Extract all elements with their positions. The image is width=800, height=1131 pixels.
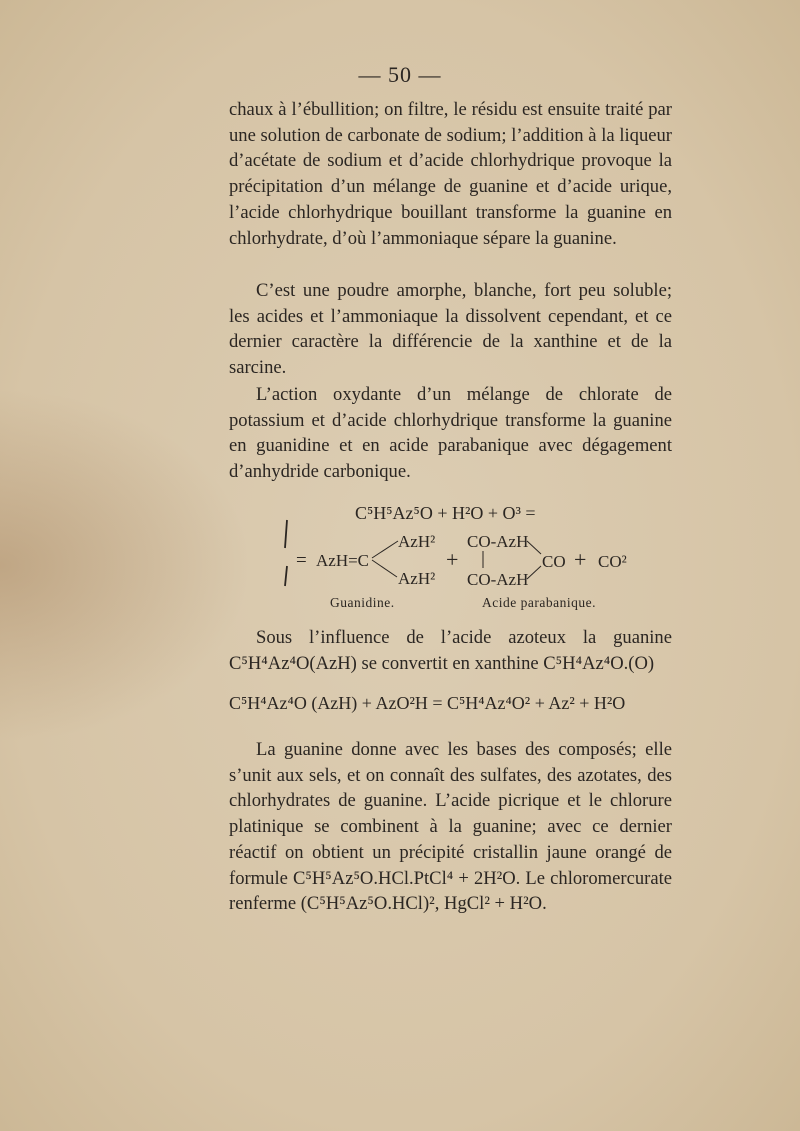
paragraph-5-text: La guanine donne avec les bases des composés; elle s’unit aux sels, et on connaît des sulfates, des azotates, des chlorhydrates de guanine. L’acide picrique et le chlorure platinique se combinent à la guanine; avec ce dernier réactif on obtient un précipité cristallin jaune orangé de formule C⁵H⁵Az⁵O.HCl.PtCl⁴ + 2H²O. Le chloromercurate renferme (C⁵H⁵Az⁵O.HCl)², HgCl² + H²O.	[229, 739, 672, 915]
paragraph-3-text: L’action oxydante d’un mélange de chlorate de potassium et d’acide chlorhydrique transforme la guanine en guanidine et en acide parabanique avec dégagement d’anhydride carbonique.	[229, 384, 672, 483]
equation-nitrous-acid: C⁵H⁴Az⁴O (AzH) + AzO²H = C⁵H⁴Az⁴O² + Az² + H²O	[229, 693, 626, 713]
bond-top	[372, 541, 398, 558]
reaction-equals: =	[296, 550, 307, 571]
co-product: CO	[542, 552, 566, 571]
plus-sign-1: +	[446, 547, 459, 572]
label-guanidine: Guanidine.	[330, 595, 395, 610]
plus-sign-2: +	[574, 547, 587, 572]
guanidine-core: AzH=C	[316, 551, 370, 570]
amine-top: AzH²	[398, 532, 436, 551]
ring-bond-top	[527, 541, 541, 554]
paragraph-2-text: C’est une poudre amorphe, blanche, fort peu soluble; les acides et l’ammoniaque la dissolvent cependant, et ce dernier caractère la différencie de la xanthine et de la sarcine.	[229, 280, 672, 379]
co-azh-top: CO-AzH	[467, 532, 529, 551]
amine-bottom: AzH²	[398, 569, 436, 588]
bond-bottom	[372, 560, 397, 577]
ring-bond-bottom	[527, 566, 541, 579]
equation-oxidation: C⁵H⁵Az⁵O + H²O + O³ =	[355, 503, 536, 523]
co-azh-bottom: CO-AzH	[467, 570, 529, 589]
left-brace	[285, 520, 287, 586]
label-parabanic-acid: Acide parabanique.	[482, 595, 596, 610]
paragraph-4-text: Sous l’influence de l’acide azoteux la guanine C⁵H⁴Az⁴O(AzH) se convertit en xanthine C⁵H⁴Az⁴O.(O)	[229, 627, 672, 674]
page-number: — 50 —	[358, 62, 442, 87]
paragraph-1-text: chaux à l’ébullition; on filtre, le résidu est ensuite traité par une solution de carbonate de sodium; l’addition à la liqueur d’acétate de sodium et d’acide chlorhydrique provoque la précipitation d’un mélange de guanine et d’acide urique, l’acide chlorhydrique bouillant transforme la guanine en chlorhydrate, d’où l’ammoniaque sépare la guanine.	[229, 99, 672, 249]
paragraph-4	[229, 625, 672, 676]
co2-product: CO²	[598, 552, 627, 571]
paragraph-5	[229, 737, 672, 917]
